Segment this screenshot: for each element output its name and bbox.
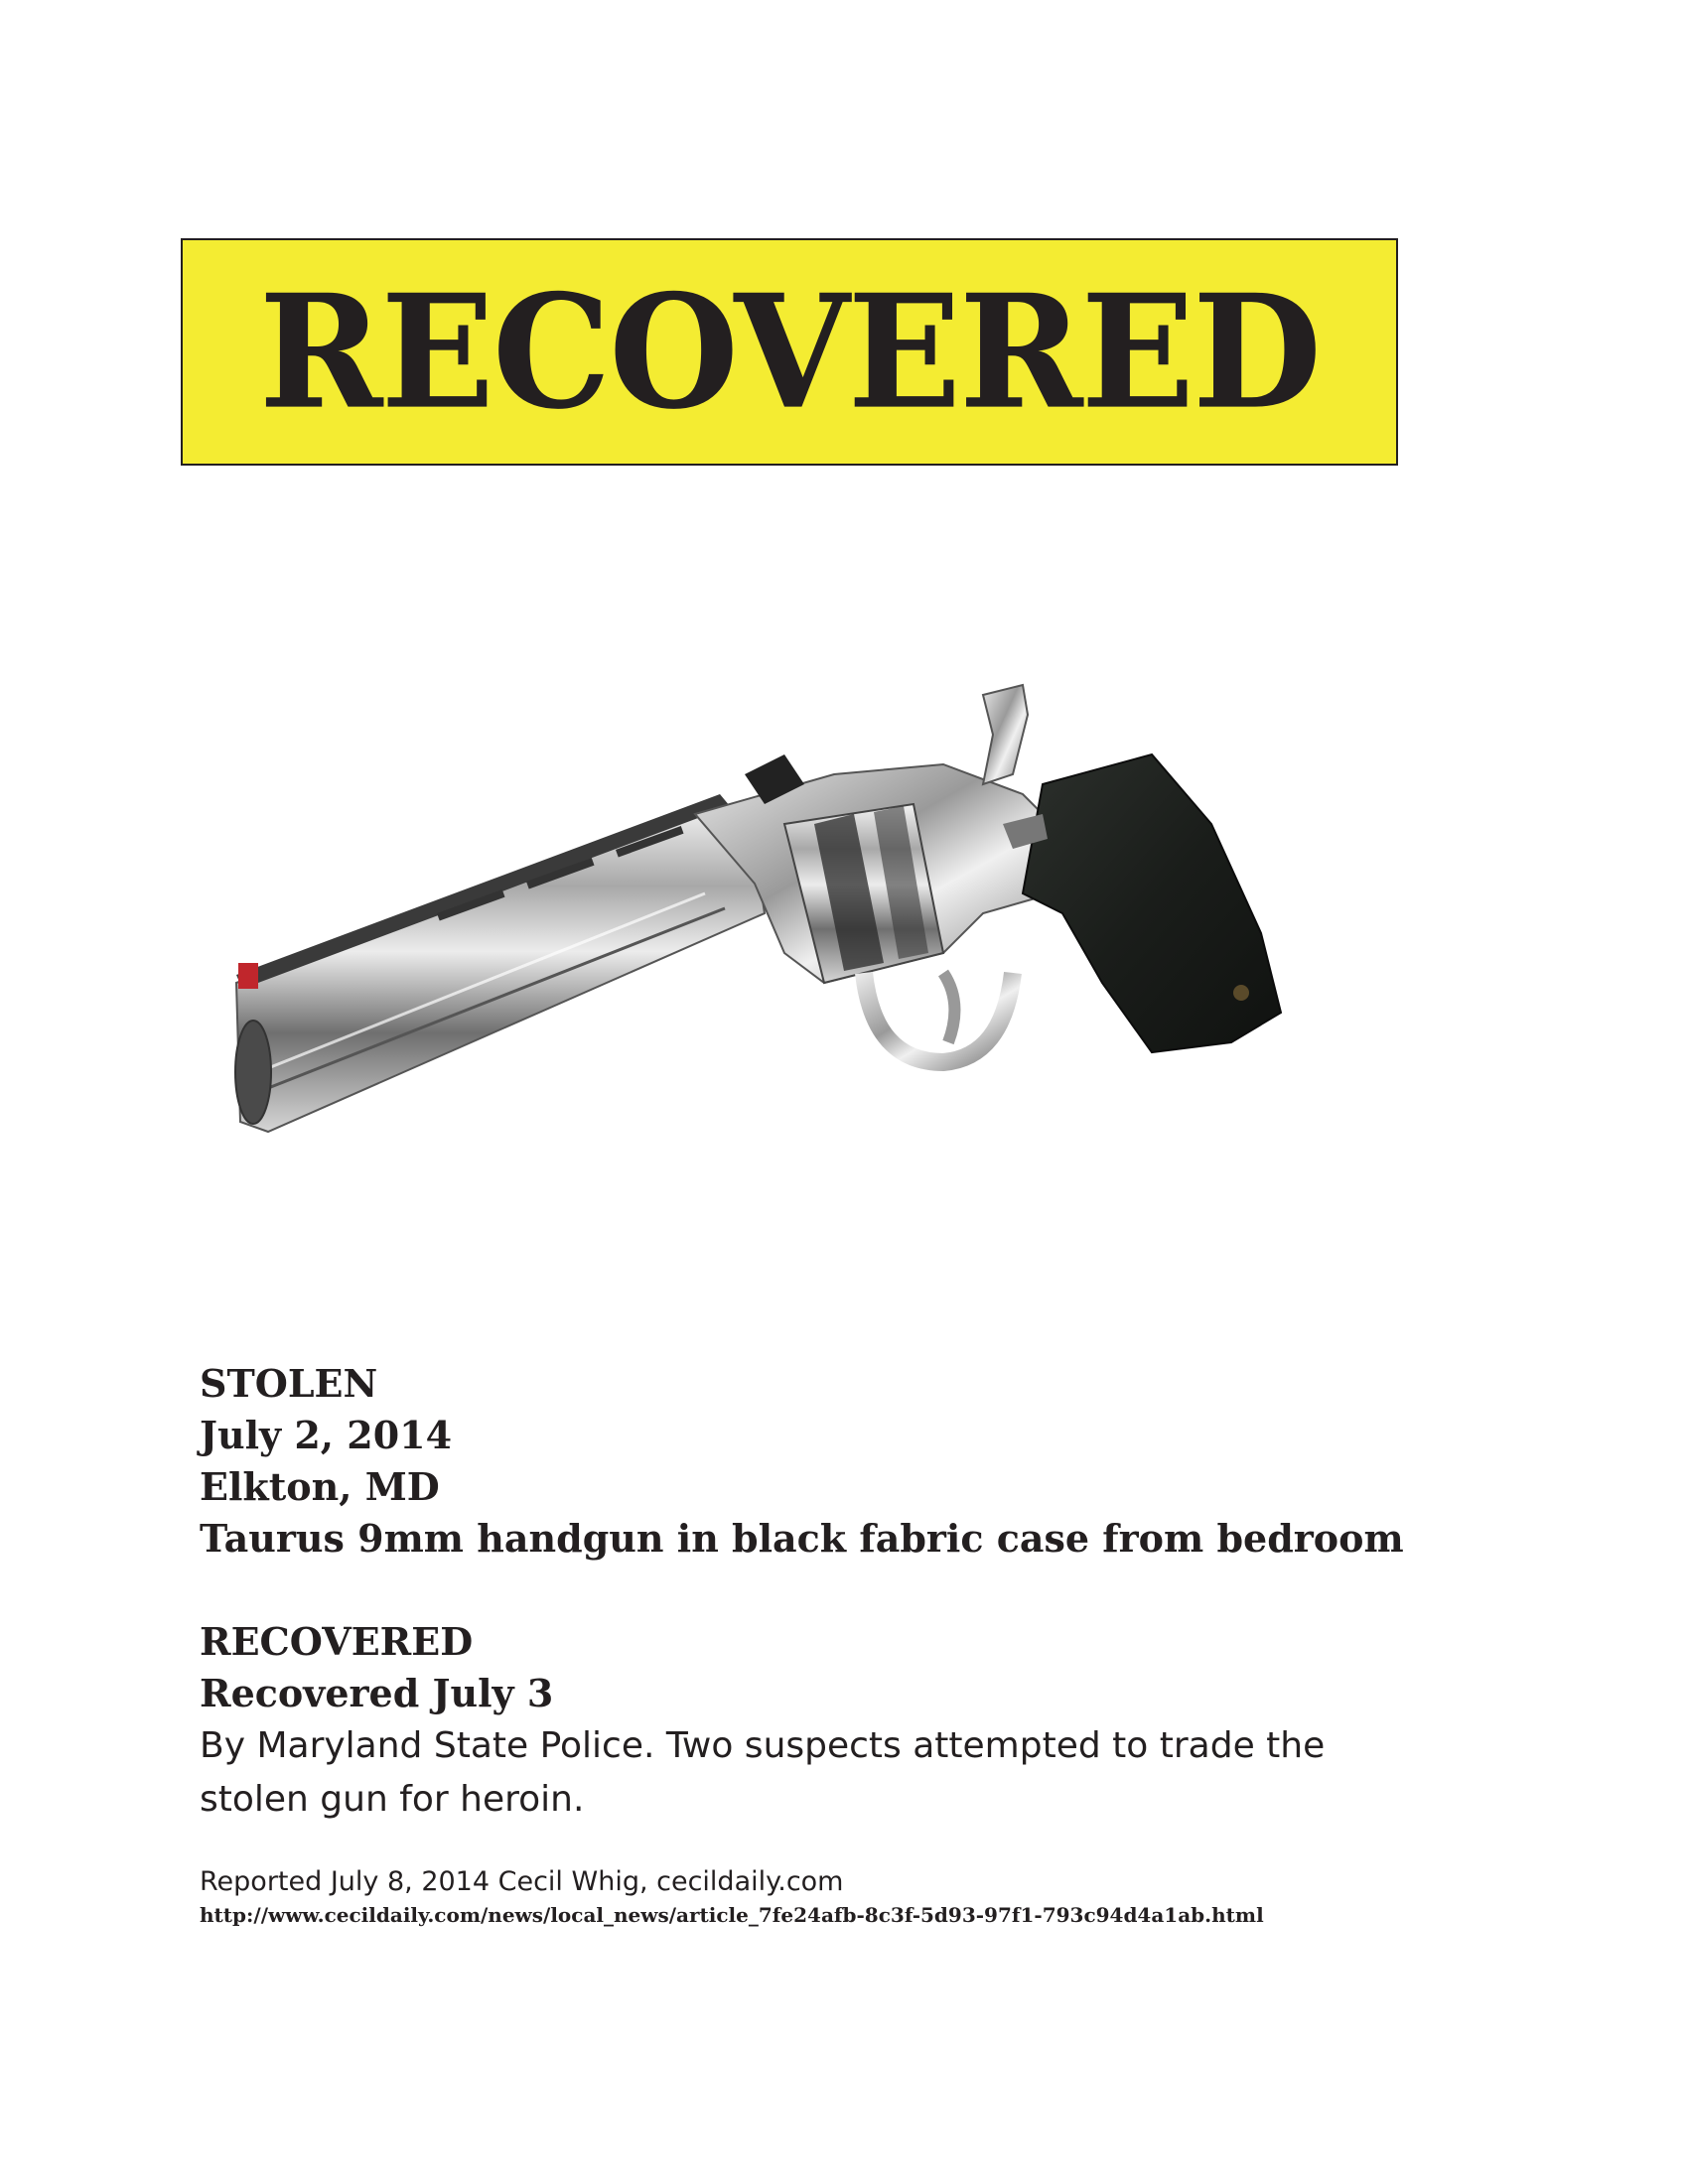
stolen-location: Elkton, MD xyxy=(200,1464,440,1509)
recovered-date: Recovered July 3 xyxy=(200,1671,554,1715)
recovered-description: By Maryland State Police. Two suspects attempted to trade the stolen gun for heroin. xyxy=(200,1725,1326,1820)
incident-details xyxy=(200,1358,1490,1827)
stolen-heading: STOLEN xyxy=(200,1361,378,1406)
recovered-banner xyxy=(181,238,1398,466)
reported-source: Reported July 8, 2014 Cecil Whig, cecildaily.com xyxy=(200,1866,844,1897)
banner-title: RECOVERED xyxy=(258,260,1321,444)
section-spacer xyxy=(200,1565,1490,1616)
stolen-item: Taurus 9mm handgun in black fabric case from bedroom xyxy=(200,1516,1404,1561)
recovered-heading: RECOVERED xyxy=(200,1619,474,1664)
revolver-icon xyxy=(228,655,1360,1171)
article-url[interactable]: http://www.cecildaily.com/news/local_news/article_7fe24afb-8c3f-5d93-97f1-793c94d4a1ab.html xyxy=(200,1903,1264,1927)
source-info xyxy=(200,1864,1490,1930)
stolen-date: July 2, 2014 xyxy=(200,1413,453,1457)
